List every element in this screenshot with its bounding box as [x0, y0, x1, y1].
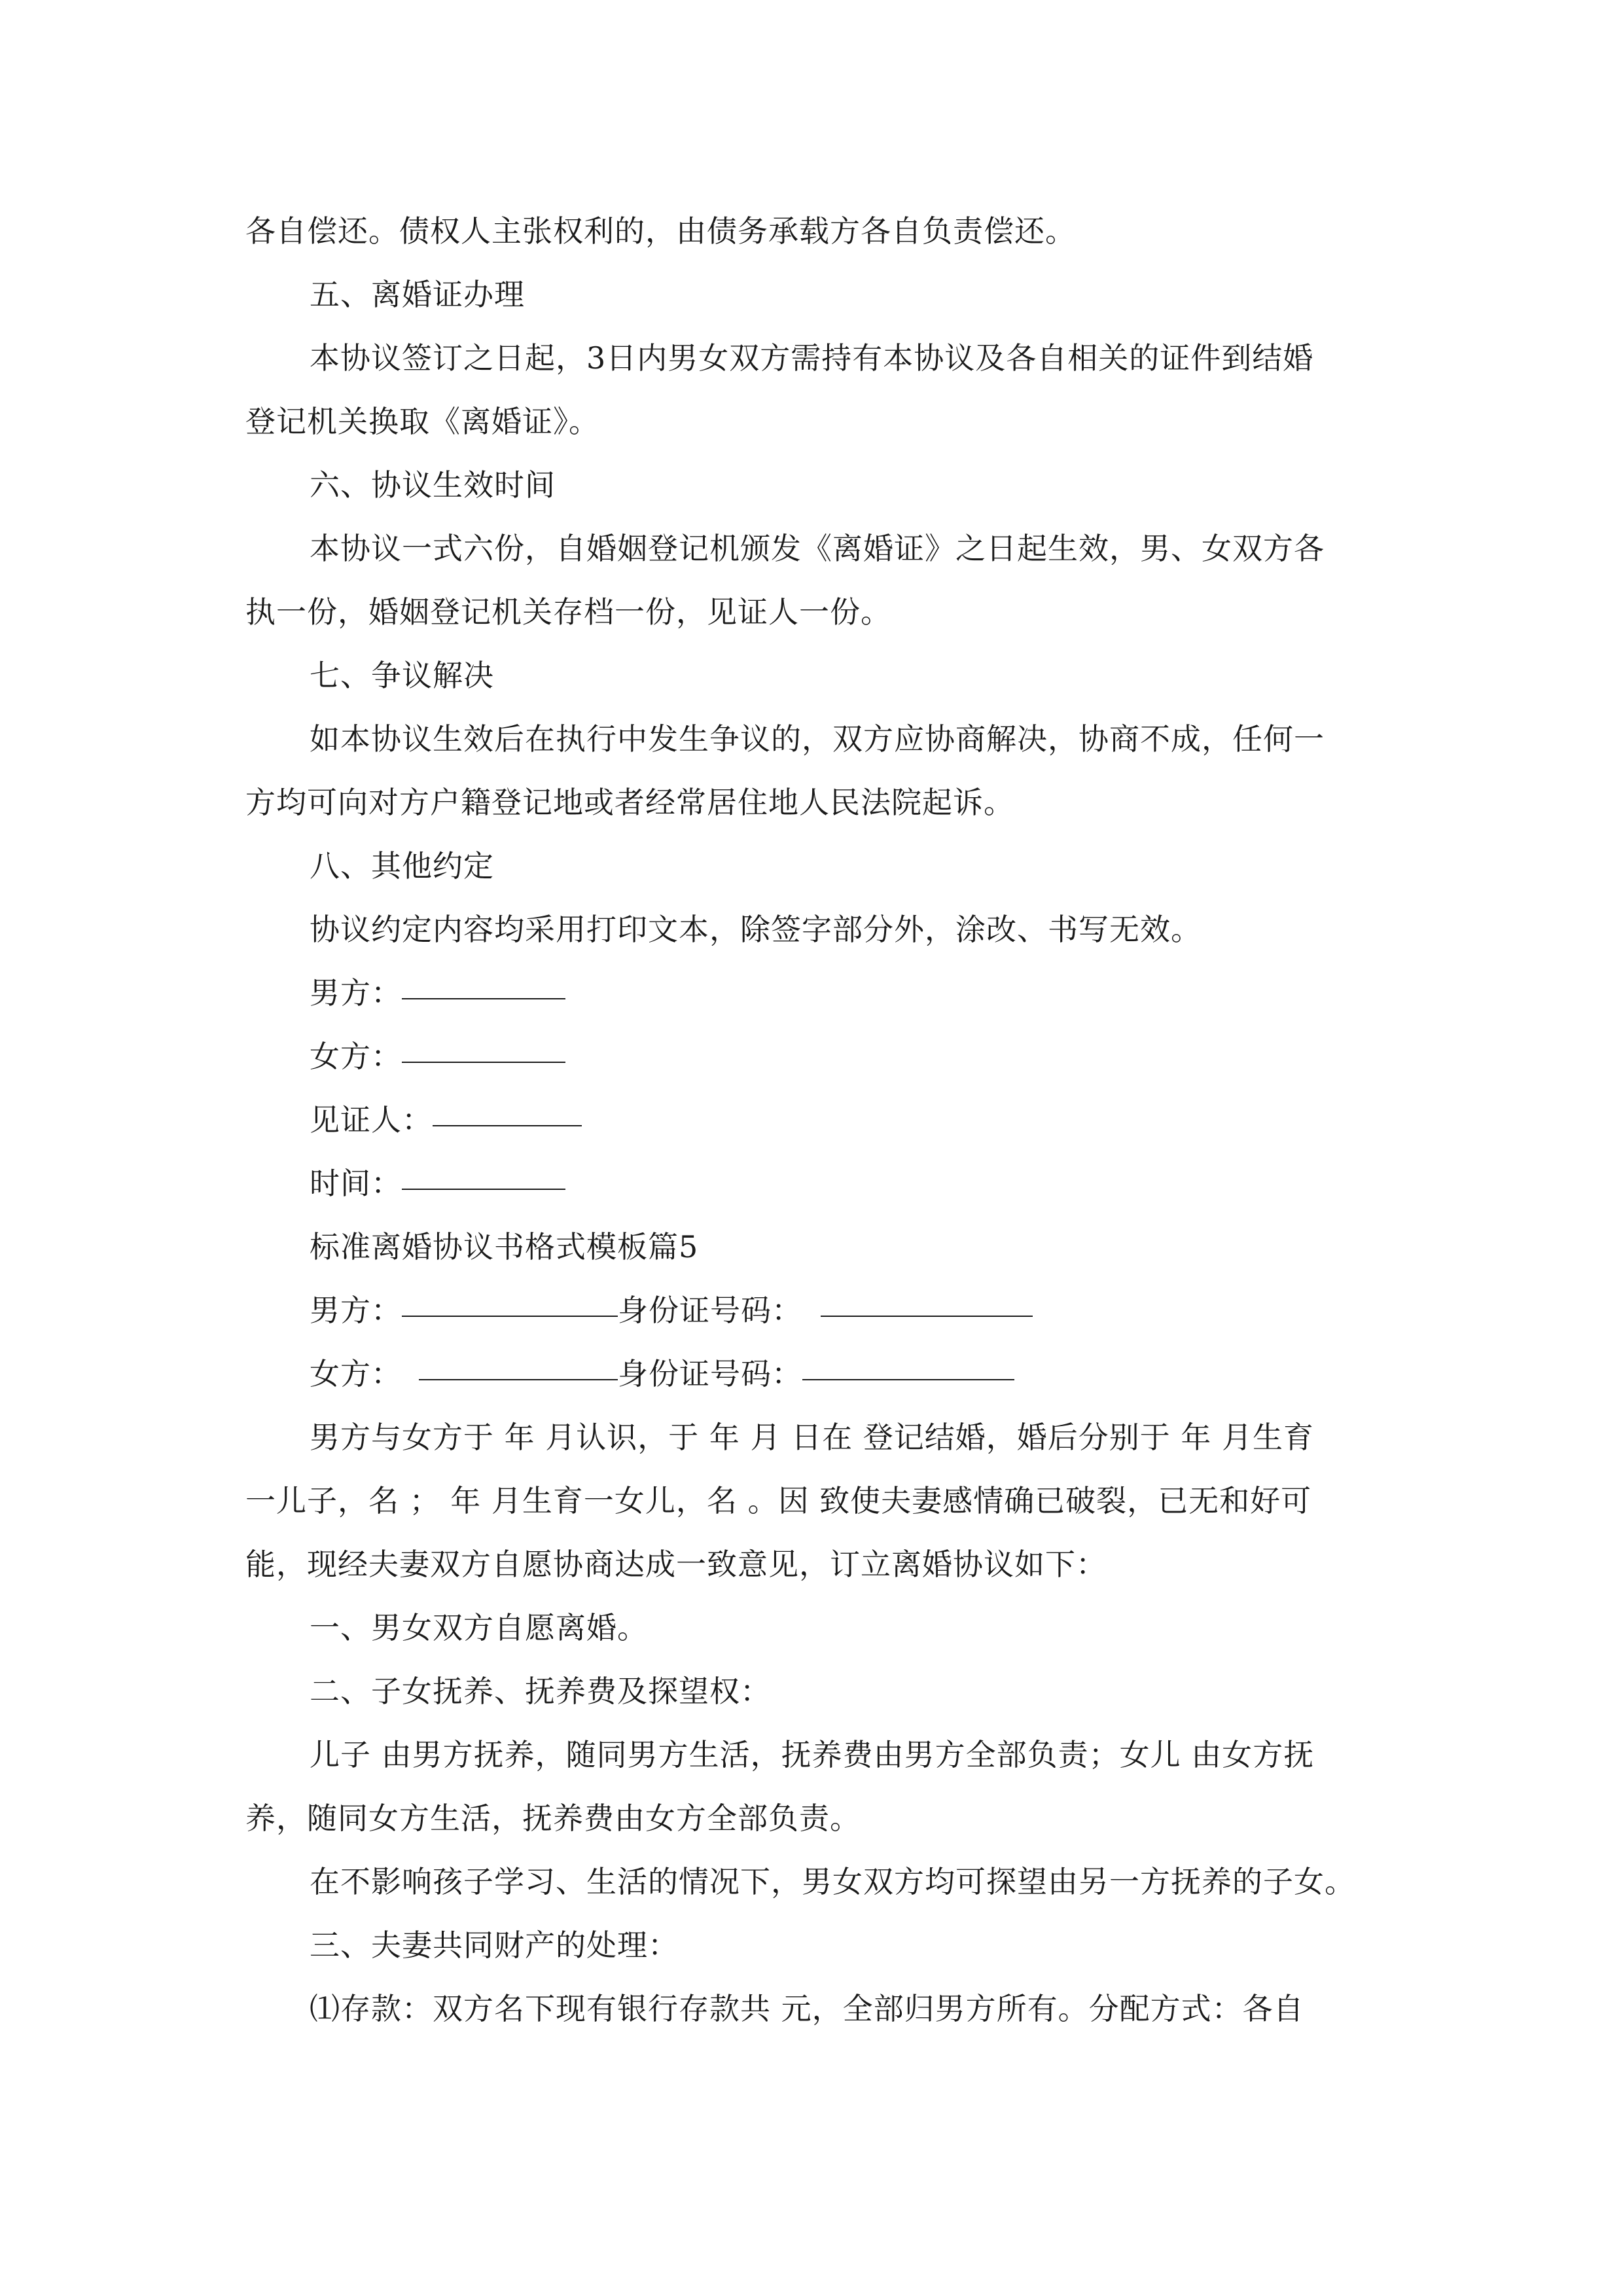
paragraph-line: 男方与女方于 年 月认识，于 年 月 日在 登记结婚，婚后分别于 年 月生育: [310, 1420, 1314, 1455]
paragraph-line: 一儿子，名 ； 年 月生育一女儿，名 。因 致使夫妻感情确已破裂，已无和好可: [245, 1483, 1312, 1518]
paragraph-line: 本协议签订之日起，3日内男女双方需持有本协议及各自相关的证件到结婚: [310, 340, 1314, 376]
section-heading: 二、子女抚养、抚养费及探望权：: [310, 1674, 771, 1709]
paragraph-line: 能，现经夫妻双方自愿协商达成一致意见，订立离婚协议如下：: [245, 1547, 1107, 1582]
signature-female-label: 女方：: [310, 1039, 402, 1074]
paragraph-line: 执一份，婚姻登记机关存档一份，见证人一份。: [245, 594, 891, 630]
section-heading: 五、离婚证办理: [310, 277, 525, 312]
signature-male-row: [310, 961, 1623, 1025]
id-male-row: [310, 1278, 1623, 1342]
paragraph-line: 各自偿还。债权人主张权利的，由债务承载方各自负责偿还。: [245, 213, 1076, 249]
paragraph-line: ⑴存款：双方名下现有银行存款共 元，全部归男方所有。分配方式：各自: [310, 1991, 1304, 2026]
signature-time-field[interactable]: [402, 1149, 565, 1190]
paragraph-line: 登记机关换取《离婚证》。: [245, 404, 599, 439]
section-title: 标准离婚协议书格式模板篇5: [310, 1229, 699, 1265]
id-male-label: 男方：: [310, 1293, 402, 1328]
section-heading: 三、夫妻共同财产的处理：: [310, 1928, 679, 1963]
id-number-label: 身份证号码：: [618, 1356, 802, 1391]
section-heading: 八、其他约定: [310, 848, 494, 884]
id-female-label: 女方：: [310, 1356, 402, 1391]
signature-female-row: [310, 1024, 1623, 1088]
signature-male-label: 男方：: [310, 975, 402, 1011]
signature-witness-label: 见证人：: [310, 1102, 433, 1138]
signature-time-label: 时间：: [310, 1166, 402, 1201]
signature-witness-row: [310, 1088, 1623, 1152]
signature-witness-field[interactable]: [433, 1086, 582, 1126]
section-heading: 一、男女双方自愿离婚。: [310, 1610, 648, 1645]
id-female-row: [310, 1342, 1623, 1406]
paragraph-line: 儿子 由男方抚养，随同男方生活，抚养费由男方全部负责；女儿 由女方抚: [310, 1737, 1315, 1772]
section-heading: 六、协议生效时间: [310, 467, 556, 503]
id-female-number-field[interactable]: [802, 1340, 1014, 1380]
paragraph-line: 在不影响孩子学习、生活的情况下，男女双方均可探望由另一方抚养的子女。: [310, 1864, 1355, 1899]
section-heading: 七、争议解决: [310, 658, 494, 693]
paragraph-line: 本协议一式六份，自婚姻登记机颁发《离婚证》之日起生效，男、女双方各: [310, 531, 1325, 566]
id-number-label: 身份证号码：: [618, 1293, 802, 1328]
paragraph-line: 如本协议生效后在执行中发生争议的，双方应协商解决，协商不成，任何一: [310, 721, 1325, 757]
signature-male-field[interactable]: [402, 959, 565, 999]
id-male-name-field[interactable]: [402, 1276, 618, 1317]
id-male-number-field[interactable]: [821, 1276, 1033, 1317]
paragraph-line: 协议约定内容均采用打印文本，除签字部分外，涂改、书写无效。: [310, 912, 1202, 947]
paragraph-line: 养，随同女方生活，抚养费由女方全部负责。: [245, 1801, 861, 1836]
paragraph-line: 方均可向对方户籍登记地或者经常居住地人民法院起诉。: [245, 785, 1014, 820]
id-female-name-field[interactable]: [419, 1340, 618, 1380]
signature-time-row: [310, 1151, 1623, 1215]
signature-female-field[interactable]: [402, 1022, 565, 1063]
